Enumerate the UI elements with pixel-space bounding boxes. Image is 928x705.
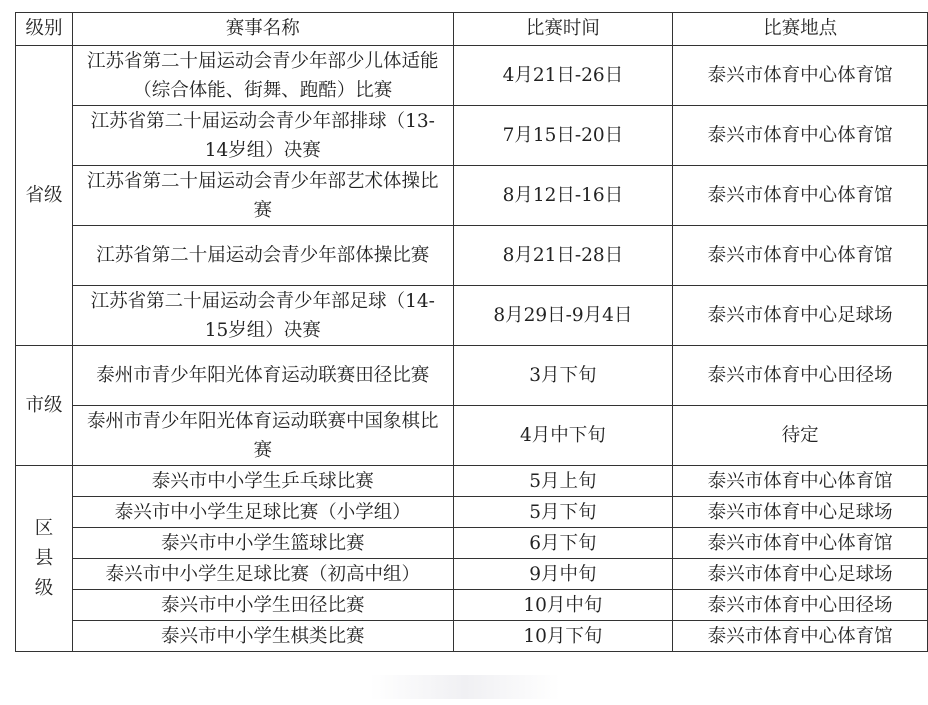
event-name-cell: 江苏省第二十届运动会青少年部艺术体操比赛: [72, 166, 453, 226]
event-name-cell: 江苏省第二十届运动会青少年部少儿体适能（综合体能、街舞、跑酷）比赛: [72, 46, 453, 106]
event-time-cell: 8月29日-9月4日: [453, 286, 673, 346]
event-venue-cell: 泰兴市体育中心足球场: [673, 559, 928, 590]
event-venue-cell: 泰兴市体育中心足球场: [673, 497, 928, 528]
event-time-cell: 5月下旬: [453, 497, 673, 528]
event-venue-cell: 待定: [673, 406, 928, 466]
table-row: [16, 528, 928, 559]
event-time-cell: 7月15日-20日: [453, 106, 673, 166]
event-name-cell: 泰兴市中小学生篮球比赛: [72, 528, 453, 559]
event-time-cell: 10月下旬: [453, 621, 673, 652]
header-venue: 比赛地点: [673, 13, 928, 46]
table-row: [16, 559, 928, 590]
table-row: [16, 286, 928, 346]
table-row: [16, 346, 928, 406]
event-venue-cell: 泰兴市体育中心体育馆: [673, 46, 928, 106]
event-name-cell: 江苏省第二十届运动会青少年部体操比赛: [72, 226, 453, 286]
header-level: 级别: [16, 13, 73, 46]
table-row: [16, 46, 928, 106]
event-name-cell: 泰兴市中小学生乒乓球比赛: [72, 466, 453, 497]
event-venue-cell: 泰兴市体育中心体育馆: [673, 621, 928, 652]
event-venue-cell: 泰兴市体育中心田径场: [673, 346, 928, 406]
event-time-cell: 10月中旬: [453, 590, 673, 621]
event-name-cell: 泰兴市中小学生足球比赛（初高中组）: [72, 559, 453, 590]
level-cell-provincial: 省级: [16, 46, 73, 346]
header-event-name: 赛事名称: [72, 13, 453, 46]
table-header-row: [16, 13, 928, 46]
event-venue-cell: 泰兴市体育中心体育馆: [673, 226, 928, 286]
event-venue-cell: 泰兴市体育中心体育馆: [673, 466, 928, 497]
header-time: 比赛时间: [453, 13, 673, 46]
event-name-cell: 江苏省第二十届运动会青少年部排球（13-14岁组）决赛: [72, 106, 453, 166]
table-row: [16, 226, 928, 286]
event-name-cell: 泰兴市中小学生田径比赛: [72, 590, 453, 621]
competition-schedule-table: [15, 12, 928, 652]
event-venue-cell: 泰兴市体育中心体育馆: [673, 106, 928, 166]
event-time-cell: 8月21日-28日: [453, 226, 673, 286]
table-row: [16, 621, 928, 652]
table-row: [16, 166, 928, 226]
table-row: [16, 406, 928, 466]
table-row: [16, 497, 928, 528]
event-venue-cell: 泰兴市体育中心足球场: [673, 286, 928, 346]
event-time-cell: 4月21日-26日: [453, 46, 673, 106]
level-cell-county: [16, 466, 73, 652]
event-venue-cell: 泰兴市体育中心田径场: [673, 590, 928, 621]
event-venue-cell: 泰兴市体育中心体育馆: [673, 528, 928, 559]
level-cell-city: 市级: [16, 346, 73, 466]
level-county-vertical: 区 县 级: [34, 517, 54, 599]
event-time-cell: 5月上旬: [453, 466, 673, 497]
schedule-table-wrapper: [15, 12, 928, 652]
event-name-cell: 泰州市青少年阳光体育运动联赛田径比赛: [72, 346, 453, 406]
event-name-cell: 泰兴市中小学生棋类比赛: [72, 621, 453, 652]
watermark: [370, 675, 560, 699]
table-row: [16, 466, 928, 497]
event-time-cell: 9月中旬: [453, 559, 673, 590]
event-venue-cell: 泰兴市体育中心体育馆: [673, 166, 928, 226]
table-row: [16, 590, 928, 621]
event-time-cell: 6月下旬: [453, 528, 673, 559]
event-name-cell: 江苏省第二十届运动会青少年部足球（14-15岁组）决赛: [72, 286, 453, 346]
event-name-cell: 泰州市青少年阳光体育运动联赛中国象棋比赛: [72, 406, 453, 466]
event-name-cell: 泰兴市中小学生足球比赛（小学组）: [72, 497, 453, 528]
event-time-cell: 8月12日-16日: [453, 166, 673, 226]
event-time-cell: 3月下旬: [453, 346, 673, 406]
table-row: [16, 106, 928, 166]
event-time-cell: 4月中下旬: [453, 406, 673, 466]
